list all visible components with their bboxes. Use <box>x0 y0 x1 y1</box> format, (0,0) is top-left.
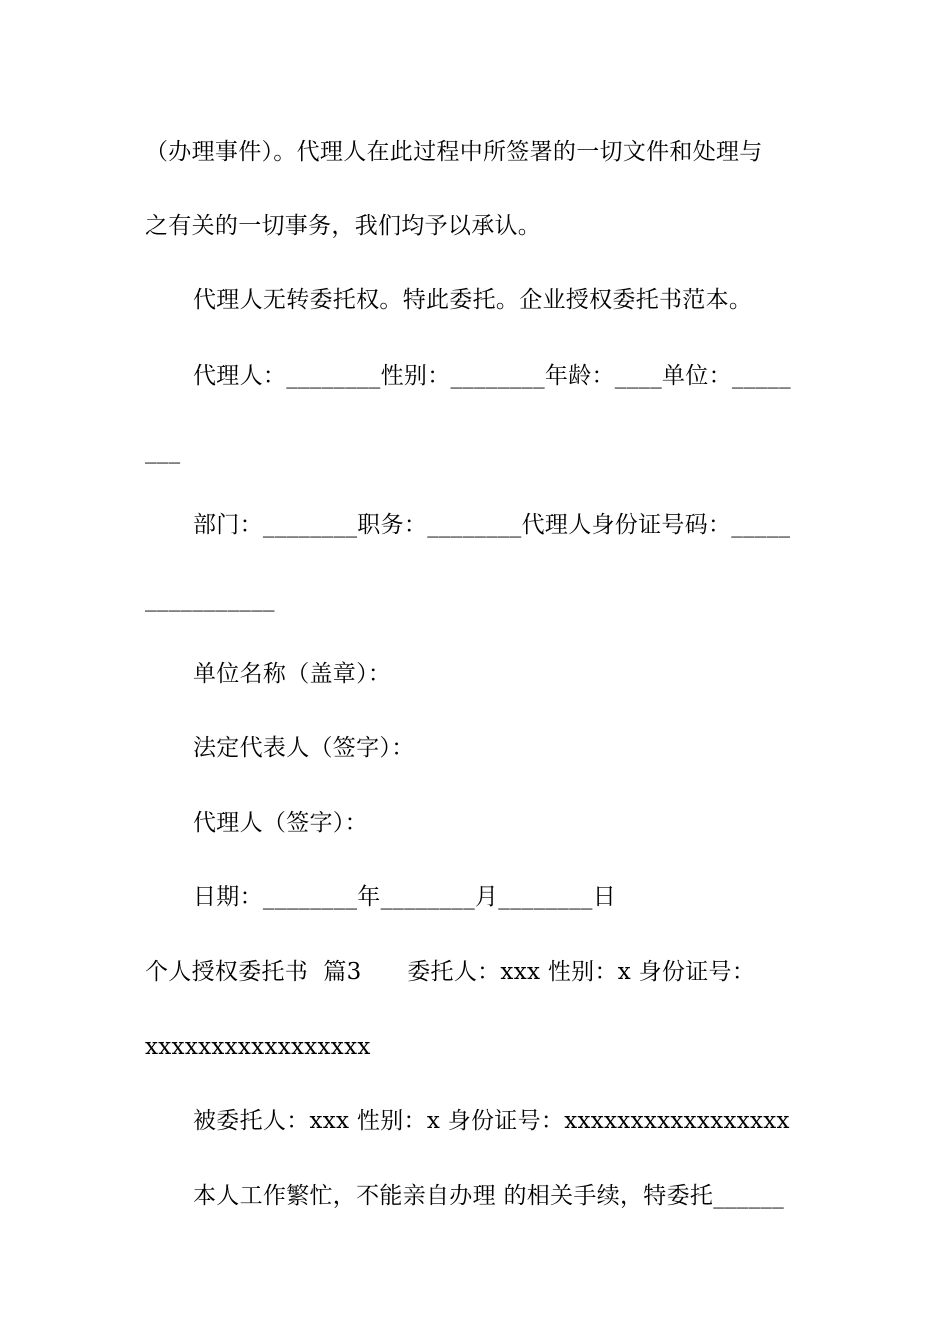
paragraph-line: 之有关的一切事务，我们均予以承认。 <box>145 213 542 239</box>
paragraph-line: xxxxxxxxxxxxxxxxx <box>145 1034 371 1060</box>
signature-field-line: 单位名称（盖章）： <box>193 661 392 687</box>
paragraph-line: 被委托人：xxx 性别：x 身份证号：xxxxxxxxxxxxxxxxx <box>193 1108 790 1134</box>
paragraph-line: （办理事件）。代理人在此过程中所签署的一切文件和处理与 <box>145 139 763 165</box>
paragraph-line: 本人工作繁忙，不能亲自办理 的相关手续，特委托______ <box>193 1183 785 1209</box>
form-field-line: ___________ <box>145 586 275 612</box>
paragraph-line: 代理人无转委托权。特此委托。企业授权委托书范本。 <box>193 287 753 313</box>
section-heading-line: 个人授权委托书 篇3 委托人：xxx 性别：x 身份证号： <box>145 959 756 985</box>
signature-field-line: 代理人（签字）： <box>193 810 368 836</box>
signature-field-line: 法定代表人（签字）： <box>193 735 415 761</box>
form-field-line: ___ <box>145 438 181 464</box>
form-field-line: 代理人：________性别：________年龄：____单位：_____ <box>193 363 791 389</box>
form-field-line: 部门：________职务：________代理人身份证号码：_____ <box>193 512 791 538</box>
date-field-line: 日期：________年________月________日 <box>193 884 616 910</box>
